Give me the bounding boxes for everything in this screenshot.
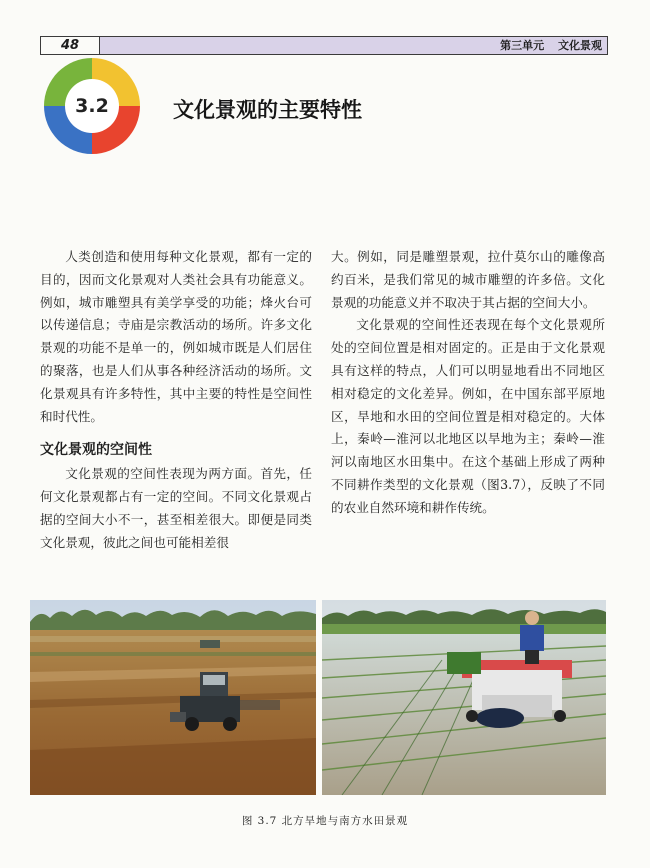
paragraph-spatiality-2: 文化景观的空间性还表现在每个文化景观所处的空间位置是相对固定的。正是由于文化景观具有这样的特点，人们可以明显地看出不同地区相对稳定的文化差异。例如，在中国东部平原地区，旱地和水田的空间位置是相对稳定的。大体上，秦岭—淮河以北地区以旱地为主；秦岭—淮河以南地区水田集中。在这个基础上形成了两种不同耕作类型的文化景观（图3.7），反映了不同的农业自然环境和耕作传统。 bbox=[331, 317, 605, 515]
section-title: 文化景观的主要特性 bbox=[173, 98, 362, 122]
paragraph-spatiality-1: 文化景观的空间性表现为两方面。首先，任何文化景观都占有一定的空间。不同文化景观占据的空间大小不一，甚至相差很大。即便是同类文化景观，彼此之间也可能相差很 bbox=[40, 466, 312, 550]
page-number: 48 bbox=[40, 36, 100, 55]
dry-farmland-photo bbox=[30, 600, 316, 795]
body-column-right bbox=[331, 246, 605, 520]
section-number: 3.2 bbox=[75, 95, 109, 117]
running-title: 第三单元 文化景观 bbox=[500, 39, 602, 52]
paragraph-intro: 人类创造和使用每种文化景观，都有一定的目的，因而文化景观对人类社会具有功能意义。例如，城市雕塑具有美学享受的功能；烽火台可以传递信息；寺庙是宗教活动的场所。许多文化景观的功能不是单一的，例如城市既是人们居住的聚落，也是人们从事各种经济活动的场所。文化景观具有许多特性，其中主要的特性是空间性和时代性。 bbox=[40, 249, 312, 424]
paddy-field-photo bbox=[322, 600, 606, 795]
figure-caption: 图 3.7 北方旱地与南方水田景观 bbox=[241, 815, 409, 827]
subheading-spatiality: 文化景观的空间性 bbox=[40, 442, 152, 459]
body-column-left bbox=[40, 246, 312, 555]
paragraph-spatiality-cont: 大。例如，同是雕塑景观，拉什莫尔山的雕像高约百米，是我们常见的城市雕塑的许多倍。文化景观的功能意义并不取决于其占据的空间大小。 bbox=[331, 249, 605, 310]
